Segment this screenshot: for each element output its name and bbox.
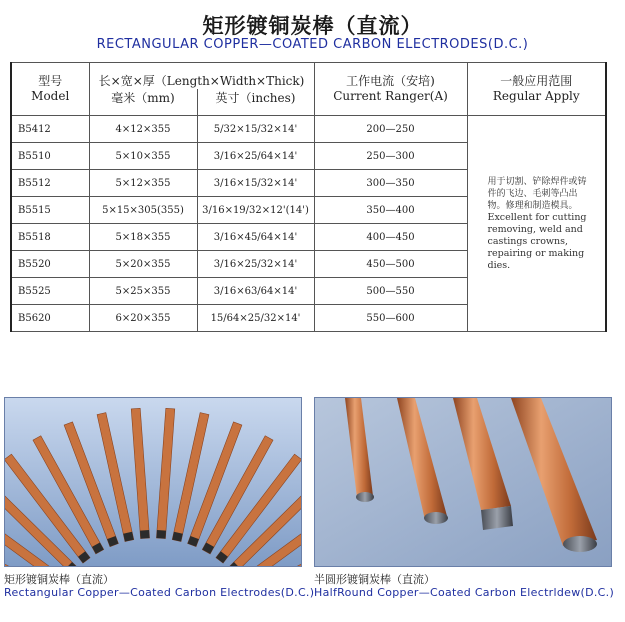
cell-model: B5525 — [11, 278, 89, 305]
cell-mm: 5×18×355 — [89, 224, 197, 251]
page-title-cn: 矩形镀铜炭棒（直流） — [202, 14, 423, 38]
cell-model: B5620 — [11, 305, 89, 332]
cell-current: 450—500 — [314, 251, 467, 278]
cell-model: B5518 — [11, 224, 89, 251]
cell-model: B5510 — [11, 143, 89, 170]
cell-inch: 3/16×63/64×14' — [197, 278, 314, 305]
cell-inch: 15/64×25/32×14' — [197, 305, 314, 332]
cell-current: 350—400 — [314, 197, 467, 224]
cell-mm: 5×15×305(355) — [89, 197, 197, 224]
cell-inch: 3/16×45/64×14' — [197, 224, 314, 251]
left-caption-en: Rectangular Copper—Coated Carbon Electrodes(D.C.) — [4, 586, 315, 599]
cell-inch: 3/16×25/64×14' — [197, 143, 314, 170]
header-model-cn: 型号 — [11, 63, 89, 90]
cell-mm: 4×12×355 — [89, 116, 197, 143]
page-title-en: RECTANGULAR COPPER—COATED CARBON ELECTRODES(D.C.) — [96, 37, 529, 52]
right-caption-cn: 半圆形镀铜炭棒（直流） — [314, 573, 435, 586]
table-row — [11, 116, 606, 143]
cell-model: B5512 — [11, 170, 89, 197]
cell-inch: 3/16×15/32×14' — [197, 170, 314, 197]
header-mm: 毫米（mm) — [89, 89, 197, 116]
cell-inch: 3/16×19/32×12'(14') — [197, 197, 314, 224]
cell-current: 300—350 — [314, 170, 467, 197]
cell-current: 200—250 — [314, 116, 467, 143]
cell-current: 400—450 — [314, 224, 467, 251]
right-caption-en: HalfRound Copper—Coated Carbon Electrldew(D.C.) — [314, 586, 615, 599]
rectangular-electrodes-image — [5, 398, 301, 566]
cell-model: B5520 — [11, 251, 89, 278]
cell-mm: 6×20×355 — [89, 305, 197, 332]
header-apply-en: Regular Apply — [467, 89, 606, 116]
rectangular-electrodes-photo — [4, 397, 302, 567]
header-model-en: Model — [11, 89, 89, 116]
apply-text-cn: 用于切割、铲除焊件或铸件的飞边、毛刺等凸出物。修理和制造模具。 — [487, 176, 587, 211]
left-caption-cn: 矩形镀铜炭棒（直流） — [4, 573, 114, 586]
cell-mm: 5×10×355 — [89, 143, 197, 170]
header-current-cn: 工作电流（安培) — [314, 63, 467, 90]
cell-mm: 5×20×355 — [89, 251, 197, 278]
rod-tip — [140, 530, 150, 539]
halfround-electrodes-photo — [314, 397, 612, 567]
cell-mm: 5×12×355 — [89, 170, 197, 197]
cell-current: 550—600 — [314, 305, 467, 332]
cell-apply — [467, 116, 606, 332]
cell-model: B5515 — [11, 197, 89, 224]
cell-inch: 5/32×15/32×14' — [197, 116, 314, 143]
header-inch: 英寸（inches) — [197, 89, 314, 116]
cell-current: 250—300 — [314, 143, 467, 170]
header-apply-cn: 一般应用范围 — [467, 63, 606, 90]
rod-tip — [156, 530, 166, 539]
apply-text-en: Excellent for cutting removing, weld and castings crowns, repairing or making dies. — [487, 211, 587, 271]
spec-table — [10, 62, 607, 332]
cell-inch: 3/16×25/32×14' — [197, 251, 314, 278]
cell-current: 500—550 — [314, 278, 467, 305]
halfround-electrodes-image — [315, 398, 611, 566]
cell-model: B5412 — [11, 116, 89, 143]
header-current-en: Current Ranger(A) — [314, 89, 467, 116]
cell-mm: 5×25×355 — [89, 278, 197, 305]
header-size-cn: 长×宽×厚（Length×Width×Thick) — [89, 63, 314, 90]
